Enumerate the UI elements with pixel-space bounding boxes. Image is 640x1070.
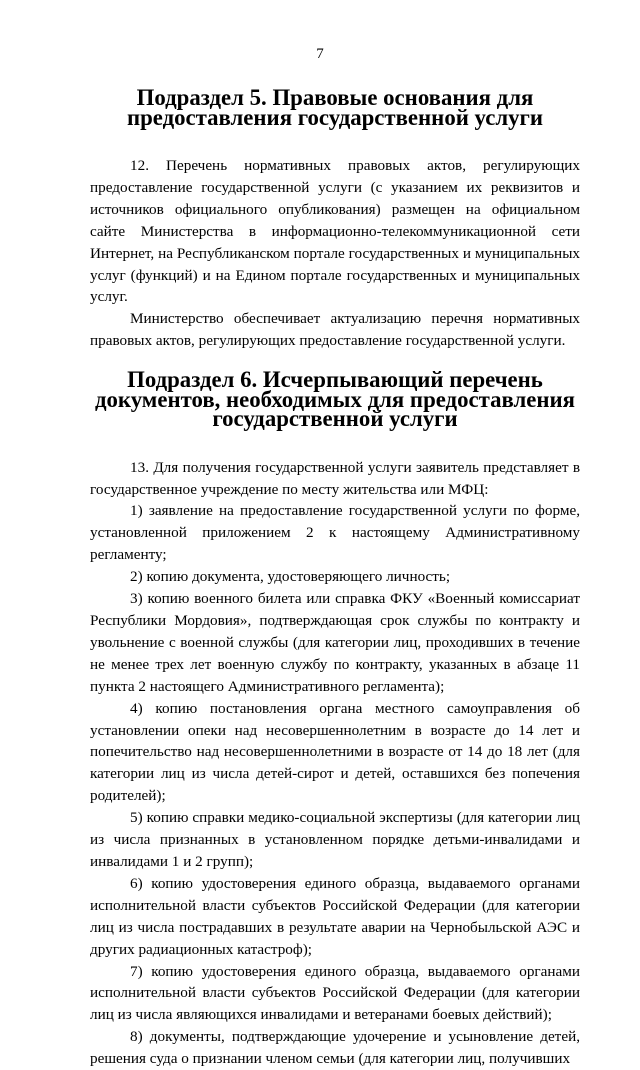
list-item: 1) заявление на предоставление государственной услуги по форме, установленной приложением 2 к настоящему Административному регламенту; [90,502,580,564]
list-item: 4) копию постановления органа местного самоуправления об установлении опеки над несовершеннолетним в возрасте до 14 лет и попечительство над несовершеннолетними в возрасте от 14 до 18 лет (для категории лиц из числа детей-сирот и детей, оставшихся без попечения родителей); [90,699,580,805]
paragraph: 13. Для получения государственной услуги заявитель представляет в государственное учреждение по месту жительства или МФЦ: [90,458,580,498]
paragraph: Министерство обеспечивает актуализацию перечня нормативных правовых актов, регулирующих предоставление государственной услуги. [90,310,580,350]
section-heading: Подраздел 5. Правовые основания для предоставления государственной услуги [126,85,544,130]
list-item: 7) копию удостоверения единого образца, выдаваемого органами исполнительной власти субъектов Российской Федерации (для категории лиц из числа являющихся инвалидами и ветеранами боевых действий); [90,962,580,1024]
section-heading: Подраздел 6. Исчерпывающий перечень документов, необходимых для предоставления государственной услуги [94,367,576,432]
document-body [90,85,580,1070]
list-item: 8) документы, подтверждающие удочерение и усыновление детей, решения суда о признании членом семьи (для категории лиц, получивших [90,1028,580,1068]
list-item: 6) копию удостоверения единого образца, выдаваемого органами исполнительной власти субъектов Российской Федерации (для категории лиц из числа пострадавших в результате аварии на Чернобыльской АЭС и других радиационных катастроф); [90,874,580,958]
section-5 [90,85,580,352]
page-number: 7 [316,46,324,62]
paragraph: 12. Перечень нормативных правовых актов, регулирующих предоставление государственной услуги (с указанием их реквизитов и источников официального опубликования) размещен на официальном сайте Министерства в информационно-телекоммуникационной сети Интернет, на Республиканском портале государственных и муниципальных услуг (функций) и на Едином портале государственных и муниципальных услуг. [90,157,580,306]
list-item: 3) копию военного билета или справка ФКУ «Военный комиссариат Республики Мордовия», подтверждающая срок службы по контракту и увольнение с военной службы (для категории лиц, проходивших в течение не менее трех лет военную службу по контракту, указанных в абзаце 11 пункта 2 настоящего Административного регламента); [90,590,580,695]
list-item: 5) копию справки медико-социальной экспертизы (для категории лиц из числа признанных в установленном порядке детьми-инвалидами и инвалидами 1 и 2 групп); [90,809,580,870]
section-6 [90,367,580,1070]
list-item: 2) копию документа, удостоверяющего личность; [130,568,451,586]
